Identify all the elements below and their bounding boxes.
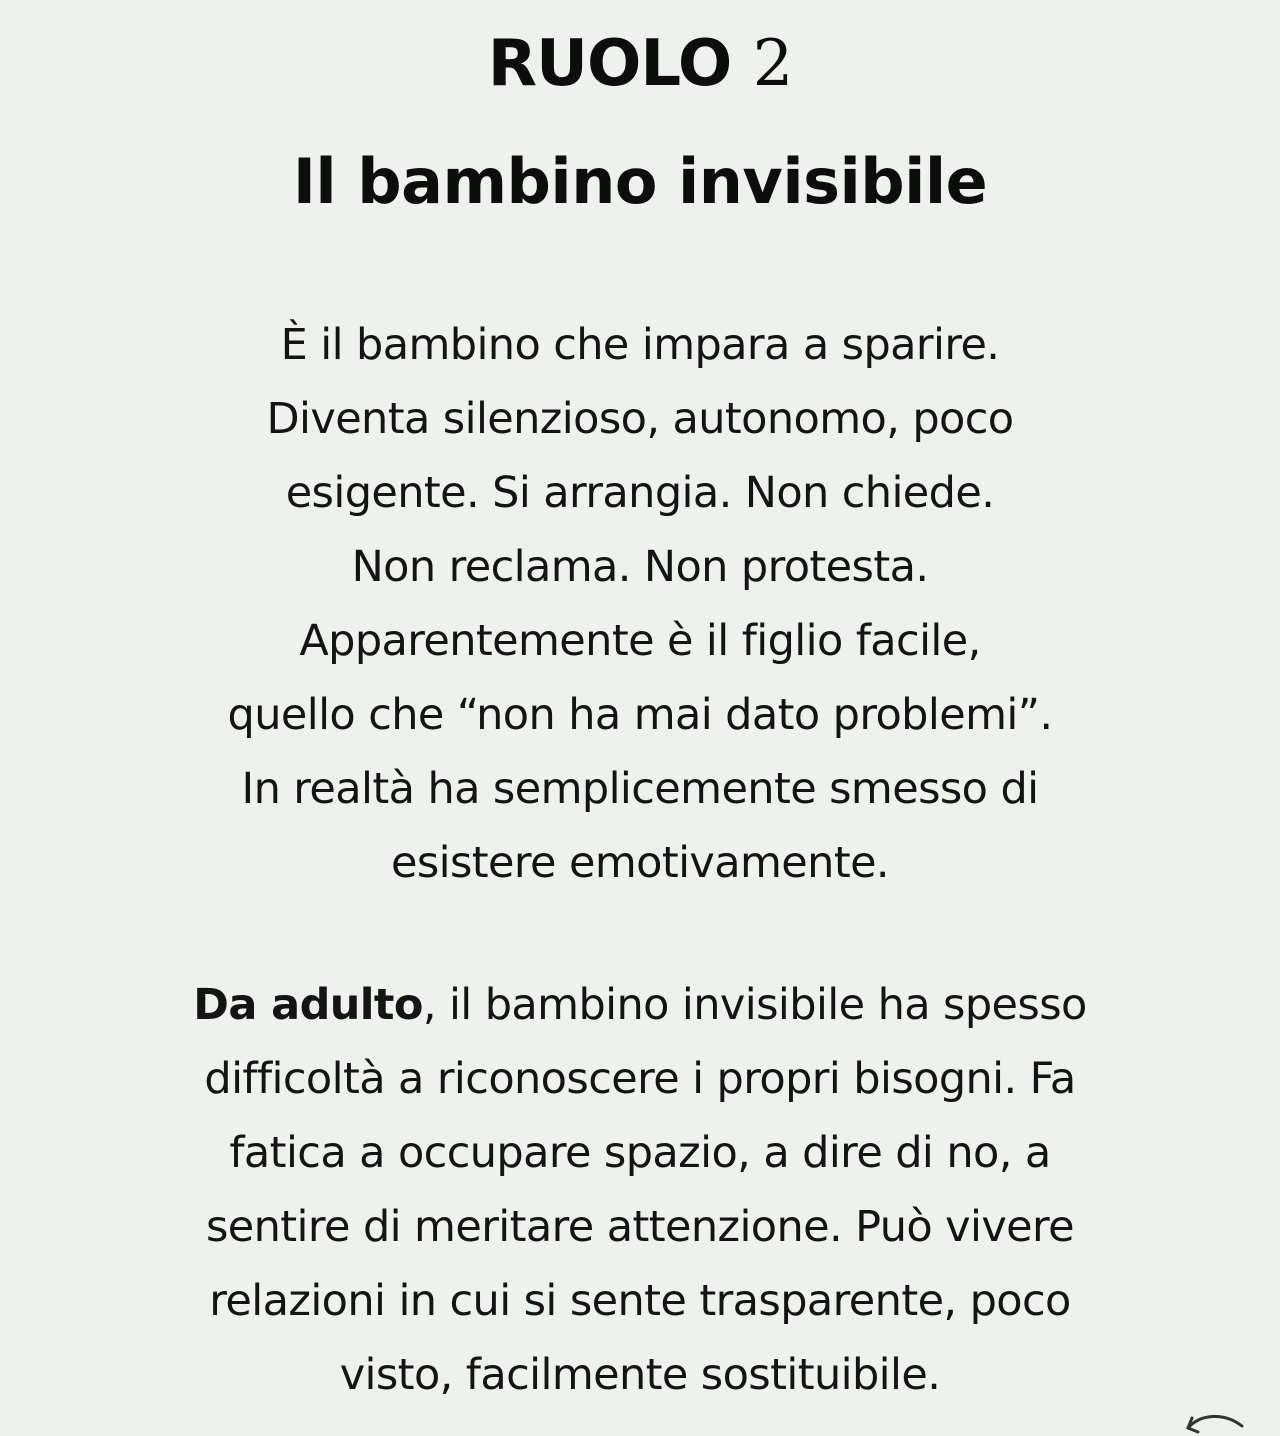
paragraph-line: Apparentemente è il figlio facile, (299, 616, 981, 666)
paragraph-line: È il bambino che impara a sparire. (280, 320, 1000, 370)
paragraph-line: Non reclama. Non protesta. (351, 542, 929, 592)
role-label: RUOLO (487, 27, 732, 101)
paragraph-line: In realtà ha semplicemente smesso di (241, 764, 1039, 814)
paragraph-line: esigente. Si arrangia. Non chiede. (285, 468, 995, 518)
role-number: 2 (752, 27, 793, 101)
share-arrow-icon[interactable] (1180, 1406, 1250, 1436)
adult-lead-rest: , il bambino invisibile ha spesso (422, 980, 1087, 1030)
paragraph-description (0, 308, 1280, 900)
paragraph-line: relazioni in cui si sente trasparente, poco (209, 1276, 1071, 1326)
role-heading (0, 24, 1280, 104)
adult-lead: Da adulto (193, 980, 423, 1030)
page-title: Il bambino invisibile (292, 145, 988, 218)
paragraph-line: fatica a occupare spazio, a dire di no, a (229, 1128, 1051, 1178)
paragraph-line: Diventa silenzioso, autonomo, poco (266, 394, 1014, 444)
paragraph-line: sentire di meritare attenzione. Può vivere (205, 1202, 1075, 1252)
paragraph-line (0, 968, 1280, 1042)
paragraph-line: quello che “non ha mai dato problemi”. (227, 690, 1053, 740)
paragraph-line: difficoltà a riconoscere i propri bisogni. Fa (204, 1054, 1076, 1104)
paragraph-line: visto, facilmente sostituibile. (339, 1350, 941, 1400)
paragraph-line: esistere emotivamente. (390, 838, 889, 888)
paragraph-adult (0, 968, 1280, 1412)
